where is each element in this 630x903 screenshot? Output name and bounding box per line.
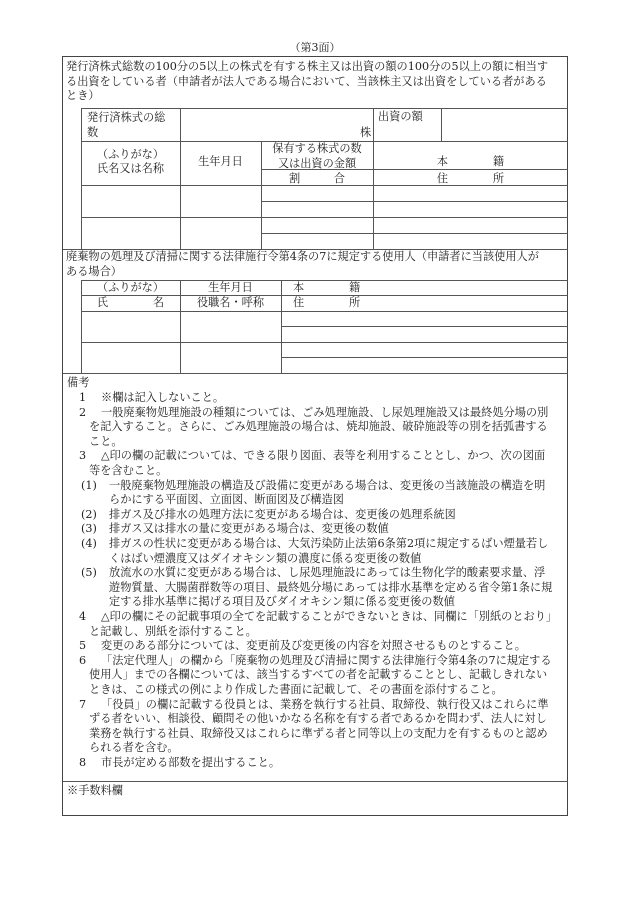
note-number: 8	[79, 756, 87, 769]
furigana-label: （ふりがな）	[96, 148, 165, 161]
emp-position-label: 役職名・呼称	[196, 296, 265, 309]
note-number: 7	[79, 697, 87, 711]
note-number: 1	[79, 391, 87, 404]
emp-address-label: 住 所	[293, 296, 361, 309]
shareholders-heading: 発行済株式総数の100分の5以上の株式を有する株主又は出資の額の100分の5以上の額に相当す る出資をしている者（申請者が法人である場合において、当該株主又は出資をしている者がある とき）	[66, 60, 549, 103]
note-number: 2	[79, 405, 87, 419]
note-line: こと。	[89, 434, 123, 448]
note-line: 等を含むこと。	[89, 464, 168, 477]
note-number: 5	[79, 639, 87, 653]
note-line: 放流水の水質に変更がある場合は、し尿処理施設にあっては生物化学的酸素要求量、浮	[109, 566, 546, 580]
address-label: 住 所	[436, 172, 505, 185]
notes-title: 備考	[67, 376, 90, 389]
note-line: ※欄は記入しないこと。	[101, 391, 225, 404]
note-number: (1)	[81, 478, 97, 492]
note-number: 3	[79, 449, 87, 463]
note-number: (5)	[81, 566, 97, 580]
name-label: 氏名又は名称	[96, 162, 165, 175]
emp-honseki-label: 本 籍	[293, 281, 361, 294]
note-line: △印の欄にその記載事項の全てを記載することができないときは、同欄に「別紙のとおり」	[101, 610, 558, 623]
fee-label: ※手数料欄	[67, 784, 123, 797]
note-number: 6	[79, 653, 87, 667]
note-line: を記入すること。さらに、ごみ処理施設の場合は、焼却施設、破砕施設等の別を括弧書する	[89, 420, 548, 434]
emp-birth-label: 生年月日	[208, 281, 253, 294]
note-line: ずる者をいい、相談役、顧問その他いかなる名称を有する者であるかを問わず、法人に対し	[89, 712, 547, 726]
note-line: 一般廃棄物処理施設の構造及び設備に変更がある場合は、変更後の当該施設の構造を明	[109, 478, 546, 492]
capital-label: 出資の額	[378, 110, 423, 123]
note-line: 市長が定める部数を提出すること。	[101, 756, 281, 769]
holding-label: 保有する株式の数 又は出資の金額	[272, 142, 362, 170]
note-line: くはばい煙濃度又はダイオキシン類の濃度に係る変更後の数値	[109, 551, 422, 565]
note-number: (3)	[81, 522, 97, 536]
birth-label: 生年月日	[198, 155, 243, 168]
ratio-label: 割 合	[289, 172, 345, 185]
note-line: 業務を執行する社員、取締役又はこれらに準ずる者と同等以上の支配力を有するものと認め	[89, 726, 548, 740]
note-line: ときは、この様式の例により作成した書面に記載して、その書面を添付すること。	[89, 683, 503, 696]
note-line: らかにする平面図、立面図、断面図及び構造図	[109, 493, 344, 507]
note-line: 一般廃棄物処理施設の種類については、ごみ処理施設、し尿処理施設又は最終処分場の別	[101, 405, 549, 419]
note-line: 排ガスの性状に変更がある場合は、大気汚染防止法第6条第2項に規定するばい煙量若し	[109, 537, 549, 550]
shares-unit: 株	[360, 126, 372, 139]
note-line: と記載し、別紙を添付すること。	[89, 624, 257, 638]
note-number: (4)	[81, 537, 97, 550]
emp-name-label: 氏 名	[96, 296, 165, 309]
note-line: 「法定代理人」の欄から「廃棄物の処理及び清掃に関する法律施行令第4条の7に規定する	[101, 653, 552, 667]
note-number: (2)	[81, 507, 97, 521]
note-line: △印の欄の記載については、できる限り図面、表等を利用することとし、かつ、次の図面	[101, 449, 546, 463]
total-shares-label: 発行済株式の総 数	[87, 111, 166, 139]
note-line: られる者を含む。	[89, 741, 179, 755]
note-line: 排ガス及び排水の処理方法に変更がある場合は、変更後の処理系統図	[109, 507, 456, 521]
form-frame	[62, 56, 568, 816]
honseki-label: 本 籍	[436, 155, 505, 168]
note-line: 定する排水基準に掲げる項目及びダイオキシン類に係る変更後の数値	[109, 595, 455, 609]
note-line: 変更のある部分については、変更前及び変更後の内容を対照させるものとすること。	[101, 639, 526, 653]
note-line: 「役員」の欄に記載する役員とは、業務を執行する社員、取締役、執行役又はこれらに準	[101, 697, 549, 711]
employees-heading: 廃棄物の処理及び清掃に関する法律施行令第4条の7に規定する使用人（申請者に当該使用人が ある場合）	[66, 250, 539, 278]
emp-furigana-label: （ふりがな）	[96, 281, 165, 294]
note-number: 4	[79, 610, 87, 623]
note-line: 遊物質量、大腸菌群数等の項目、最終処分場にあっては排水基準を定める省令第1条に規	[109, 580, 553, 594]
note-line: 使用人」までの各欄については、該当するすべての者を記載することとし、記載しきれない	[89, 668, 548, 682]
page-label: （第3面）	[289, 41, 341, 54]
note-line: 排ガス又は排水の量に変更がある場合は、変更後の数値	[109, 522, 389, 536]
